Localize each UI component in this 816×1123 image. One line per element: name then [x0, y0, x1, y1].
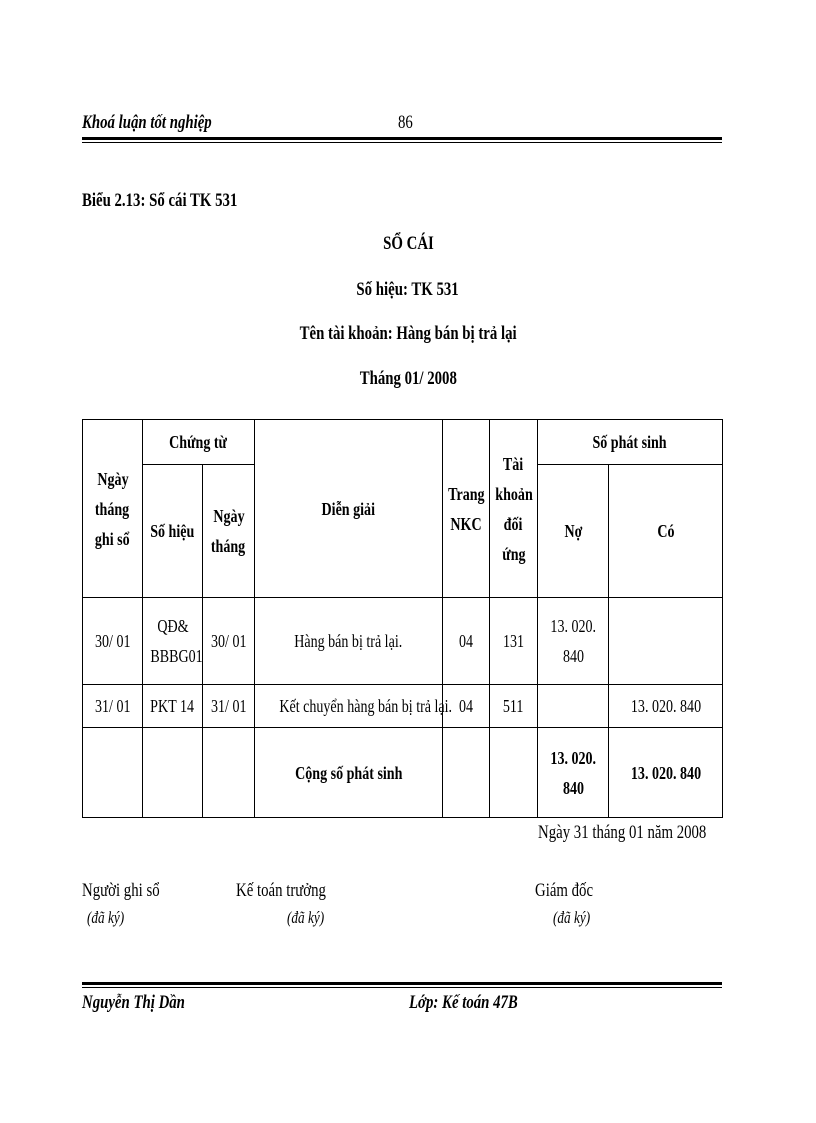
header-amount: Số phát sinh — [538, 420, 723, 465]
signature-director-title: Giám đốc — [535, 880, 594, 901]
cell-contra-account: 511 — [490, 685, 538, 728]
table-row — [83, 685, 723, 728]
page-number: 86 — [398, 112, 413, 133]
page-header-title: Khoá luận tốt nghiệp — [82, 112, 212, 133]
cell-journal-page: 04 — [443, 685, 490, 728]
date-line: Ngày 31 tháng 01 năm 2008 — [538, 822, 707, 843]
signature-chief-accountant-title: Kế toán trưởng — [236, 880, 326, 901]
header-debit: Nợ — [538, 465, 609, 598]
total-label: Cộng số phát sinh — [255, 728, 443, 818]
cell-record-date: 31/ 01 — [83, 685, 143, 728]
total-row — [83, 728, 723, 818]
signature-director-note: (đã ký) — [553, 908, 591, 927]
cell-voucher-no: PKT 14 — [143, 685, 203, 728]
signature-chief-accountant-note: (đã ký) — [287, 908, 325, 927]
cell-credit: 13. 020. 840 — [609, 685, 723, 728]
ledger-table — [82, 419, 723, 818]
figure-caption: Biểu 2.13: Sổ cái TK 531 — [82, 190, 238, 211]
signature-recorder-title: Người ghi sổ — [82, 880, 160, 901]
signature-recorder-note: (đã ký) — [87, 908, 125, 927]
header-journal-page: Trang NKC — [443, 420, 490, 598]
cell-journal-page: 04 — [443, 598, 490, 685]
account-number: Số hiệu: TK 531 — [356, 279, 460, 300]
header-contra-account: Tài khoản đối ứng — [490, 420, 538, 598]
cell-voucher-date: 31/ 01 — [203, 685, 255, 728]
cell-record-date: 30/ 01 — [83, 598, 143, 685]
footer-class: Lớp: Kế toán 47B — [409, 992, 518, 1013]
cell-contra-account: 131 — [490, 598, 538, 685]
account-name: Tên tài khoản: Hàng bán bị trả lại — [299, 323, 517, 344]
total-debit: 13. 020. 840 — [538, 728, 609, 818]
cell-debit: 13. 020. 840 — [538, 598, 609, 685]
cell-description: Hàng bán bị trả lại. — [255, 598, 443, 685]
ledger-title: SỔ CÁI — [382, 233, 434, 254]
total-credit: 13. 020. 840 — [609, 728, 723, 818]
header-rule-thin — [82, 142, 722, 143]
cell-voucher-date: 30/ 01 — [203, 598, 255, 685]
cell-debit — [538, 685, 609, 728]
cell-description: Kết chuyển hàng bán bị trả lại. — [255, 685, 443, 728]
table-row — [83, 598, 723, 685]
header-record-date: Ngày tháng ghi sổ — [83, 420, 143, 598]
footer-rule-thin — [82, 987, 722, 988]
period: Tháng 01/ 2008 — [359, 368, 457, 389]
header-rule-thick — [82, 137, 722, 140]
cell-credit — [609, 598, 723, 685]
header-credit: Có — [609, 465, 723, 598]
header-description: Diễn giải — [255, 420, 443, 598]
footer-author: Nguyễn Thị Dần — [82, 992, 185, 1013]
footer-rule-thick — [82, 982, 722, 985]
header-voucher-no: Số hiệu — [143, 465, 203, 598]
header-voucher-date: Ngày tháng — [203, 465, 255, 598]
cell-voucher-no: QĐ& BBBG01 — [143, 598, 203, 685]
header-voucher: Chứng từ — [143, 420, 255, 465]
